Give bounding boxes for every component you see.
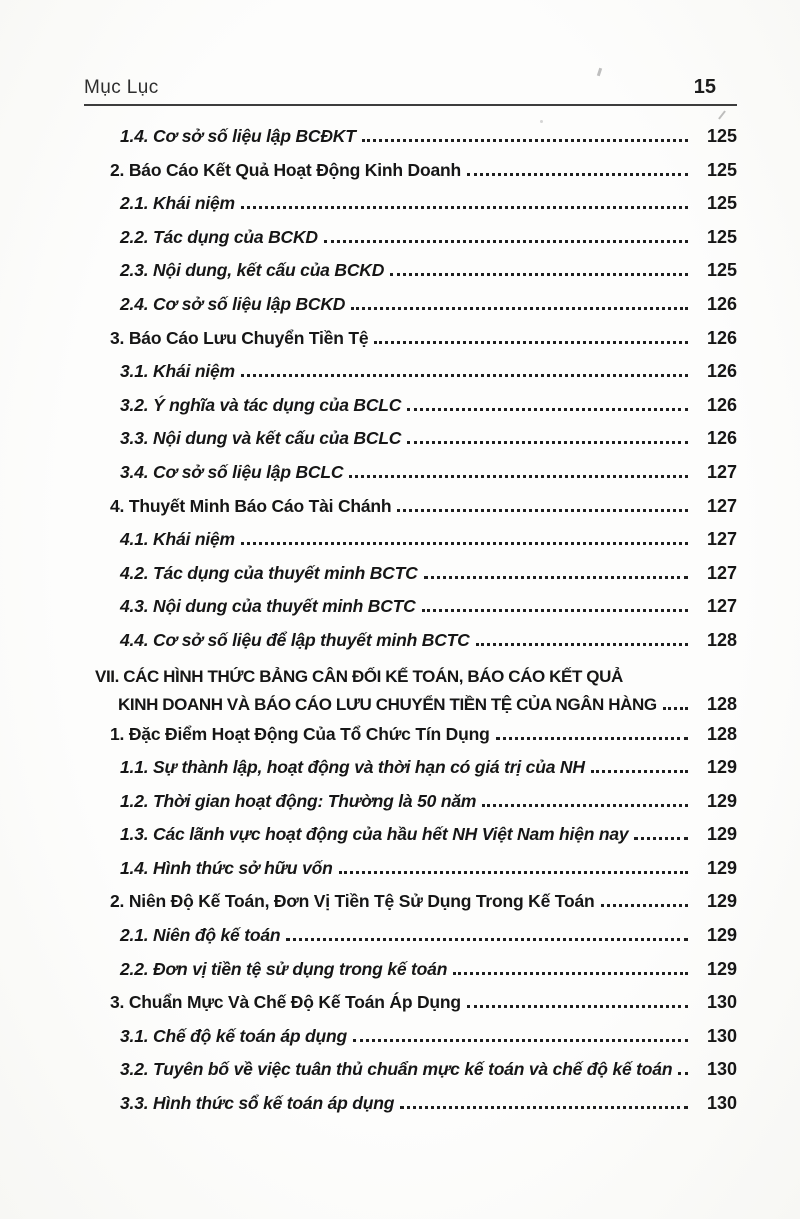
toc-entry-label: 1.4. Hình thức sở hữu vốn <box>120 857 333 878</box>
dot-leader <box>362 126 688 142</box>
dot-leader <box>467 160 688 176</box>
toc-entry-page: 126 <box>706 428 737 449</box>
header-rule <box>84 104 737 106</box>
toc-entry-page: 129 <box>706 790 737 811</box>
toc-entry <box>0 1026 800 1060</box>
toc-entry-page: 126 <box>706 293 737 314</box>
scan-artifact <box>718 110 726 119</box>
toc-entry-label: 4.3. Nội dung của thuyết minh BCTC <box>120 596 416 617</box>
dot-leader <box>476 630 688 646</box>
toc-entry-page: 127 <box>706 495 737 516</box>
toc-entry-label: 2.2. Đơn vị tiền tệ sử dụng trong kế toán <box>120 958 448 979</box>
toc-entry <box>0 126 800 160</box>
dot-leader <box>324 227 688 243</box>
toc-entry-page: 129 <box>706 757 737 778</box>
toc-entry <box>0 858 800 892</box>
toc-entry-label: 2. Báo Cáo Kết Quả Hoạt Động Kinh Doanh <box>110 159 461 180</box>
toc-entry <box>0 891 800 925</box>
toc-entry-label: 2.4. Cơ sở số liệu lập BCKD <box>120 293 346 314</box>
toc-entry-label: 3.2. Ý nghĩa và tác dụng của BCLC <box>120 394 402 415</box>
dot-leader <box>591 757 688 773</box>
toc-entry-label: 4. Thuyết Minh Báo Cáo Tài Chánh <box>110 495 392 516</box>
dot-leader <box>351 294 688 310</box>
toc-entry <box>0 294 800 328</box>
dot-leader <box>349 462 688 478</box>
toc-entry-page: 125 <box>706 159 737 180</box>
toc-entry-label: 2.3. Nội dung, kết cấu của BCKD <box>120 260 385 281</box>
dot-leader <box>496 724 688 740</box>
dot-leader <box>241 361 688 377</box>
toc-entry-page: 129 <box>706 891 737 912</box>
toc-entry-page: 127 <box>706 596 737 617</box>
toc-entry-page: 128 <box>706 693 737 714</box>
toc-entry-label: 4.4. Cơ sở số liệu để lập thuyết minh BCTC <box>120 629 470 650</box>
toc-entry <box>0 959 800 993</box>
toc-entry-page: 127 <box>706 529 737 550</box>
toc-entry-page: 128 <box>706 723 737 744</box>
dot-leader <box>241 193 688 209</box>
toc-entry-page: 130 <box>706 1025 737 1046</box>
toc-entry <box>0 496 800 530</box>
toc-entry-page: 129 <box>706 925 737 946</box>
dot-leader <box>453 959 688 975</box>
dot-leader <box>407 395 688 411</box>
toc-entry-label: 3.1. Khái niệm <box>120 361 235 382</box>
dot-leader <box>678 1059 688 1075</box>
toc-entry-label: 2. Niên Độ Kế Toán, Đơn Vị Tiền Tệ Sử Dụng Trong Kế Toán <box>110 891 595 912</box>
toc-entry-label: 3.4. Cơ sở số liệu lập BCLC <box>120 461 344 482</box>
toc-entry-page: 129 <box>706 857 737 878</box>
page-header <box>0 0 800 99</box>
dot-leader <box>407 428 688 444</box>
dot-leader <box>634 824 688 840</box>
toc-entry <box>0 630 800 664</box>
running-head-page-number: 15 <box>693 76 716 98</box>
dot-leader <box>353 1026 688 1042</box>
dot-leader <box>241 529 688 545</box>
toc-entry-label: 3.3. Hình thức sổ kế toán áp dụng <box>120 1093 395 1114</box>
toc-entry-label: 4.1. Khái niệm <box>120 529 235 550</box>
toc-entry <box>0 529 800 563</box>
toc-entry-label: 4.2. Tác dụng của thuyết minh BCTC <box>120 562 418 583</box>
dot-leader <box>424 563 688 579</box>
toc-entry-page: 128 <box>706 629 737 650</box>
toc-entry-label: 1.2. Thời gian hoạt động: Thường là 50 năm <box>120 790 477 811</box>
toc-entry-page: 126 <box>706 394 737 415</box>
dot-leader <box>390 260 688 276</box>
toc-entry <box>0 824 800 858</box>
toc-entry-page: 130 <box>706 992 737 1013</box>
dot-leader <box>482 791 688 807</box>
toc-entry <box>0 992 800 1026</box>
toc-entry-page: 125 <box>706 226 737 247</box>
toc-entry-label: 2.1. Khái niệm <box>120 193 235 214</box>
toc-entry-page: 126 <box>706 327 737 348</box>
toc-entry <box>0 328 800 362</box>
toc-entry <box>0 791 800 825</box>
toc-entry <box>0 925 800 959</box>
scan-artifact <box>540 120 543 123</box>
dot-leader <box>400 1093 688 1109</box>
toc-entry <box>0 160 800 194</box>
toc-entry-label: 1.4. Cơ sở số liệu lập BCĐKT <box>120 126 356 146</box>
toc-entry-label: 3. Báo Cáo Lưu Chuyển Tiền Tệ <box>110 327 369 348</box>
dot-leader <box>467 992 688 1008</box>
dot-leader <box>339 858 688 874</box>
toc-entry <box>0 361 800 395</box>
toc-entry-page: 127 <box>706 461 737 482</box>
toc-entry <box>0 563 800 597</box>
toc-entry-label: 3. Chuẩn Mực Và Chế Độ Kế Toán Áp Dụng <box>110 992 461 1013</box>
dot-leader <box>397 496 688 512</box>
toc-entry <box>0 428 800 462</box>
toc-entry-label: 3.2. Tuyên bố về việc tuân thủ chuẩn mực kế toán và chế độ kế toán <box>120 1059 673 1080</box>
toc-entry <box>0 193 800 227</box>
toc-section-line2 <box>0 694 800 721</box>
toc-entry <box>0 757 800 791</box>
toc-entry-label: 3.3. Nội dung và kết cấu của BCLC <box>120 428 402 449</box>
running-head-title: Mục Lục <box>84 77 159 98</box>
toc-entry-label: 1.1. Sự thành lập, hoạt động và thời hạn có giá trị của NH <box>120 757 585 778</box>
toc-entry-label-line2: KINH DOANH VÀ BÁO CÁO LƯU CHUYỂN TIỀN TỆ CỦA NGÂN HÀNG <box>118 694 657 714</box>
toc-entry-page: 125 <box>706 193 737 214</box>
toc-entry <box>0 462 800 496</box>
toc-entry-label: 1.3. Các lãnh vực hoạt động của hầu hết NH Việt Nam hiện nay <box>120 824 629 845</box>
dot-leader <box>422 596 688 612</box>
toc-section-entry <box>0 667 800 721</box>
toc-entry-label: 2.2. Tác dụng của BCKD <box>120 226 318 247</box>
toc-entry <box>0 724 800 758</box>
toc-list <box>0 126 800 1127</box>
dot-leader <box>663 694 688 710</box>
toc-entry-page: 130 <box>706 1059 737 1080</box>
toc-entry <box>0 227 800 261</box>
dot-leader <box>286 925 688 941</box>
toc-entry-label: 2.1. Niên độ kế toán <box>120 925 281 946</box>
toc-entry-page: 127 <box>706 562 737 583</box>
dot-leader <box>601 891 689 907</box>
dot-leader <box>374 328 688 344</box>
toc-entry-page: 129 <box>706 958 737 979</box>
toc-entry-label: 1. Đặc Điểm Hoạt Động Của Tổ Chức Tín Dụng <box>110 723 490 744</box>
toc-entry-page: 130 <box>706 1093 737 1114</box>
toc-entry-label: 3.1. Chế độ kế toán áp dụng <box>120 1025 347 1046</box>
toc-entry <box>0 1059 800 1093</box>
toc-entry <box>0 1093 800 1127</box>
toc-entry <box>0 395 800 429</box>
toc-section-line1 <box>0 667 800 694</box>
toc-entry-page: 129 <box>706 824 737 845</box>
toc-entry-label-line1: VII. CÁC HÌNH THỨC BẢNG CÂN ĐỐI KẾ TOÁN, BÁO CÁO KẾT QUẢ <box>95 666 623 686</box>
toc-entry <box>0 596 800 630</box>
toc-entry <box>0 260 800 294</box>
toc-entry-page: 125 <box>706 126 737 146</box>
toc-entry-page: 125 <box>706 260 737 281</box>
toc-entry-page: 126 <box>706 361 737 382</box>
